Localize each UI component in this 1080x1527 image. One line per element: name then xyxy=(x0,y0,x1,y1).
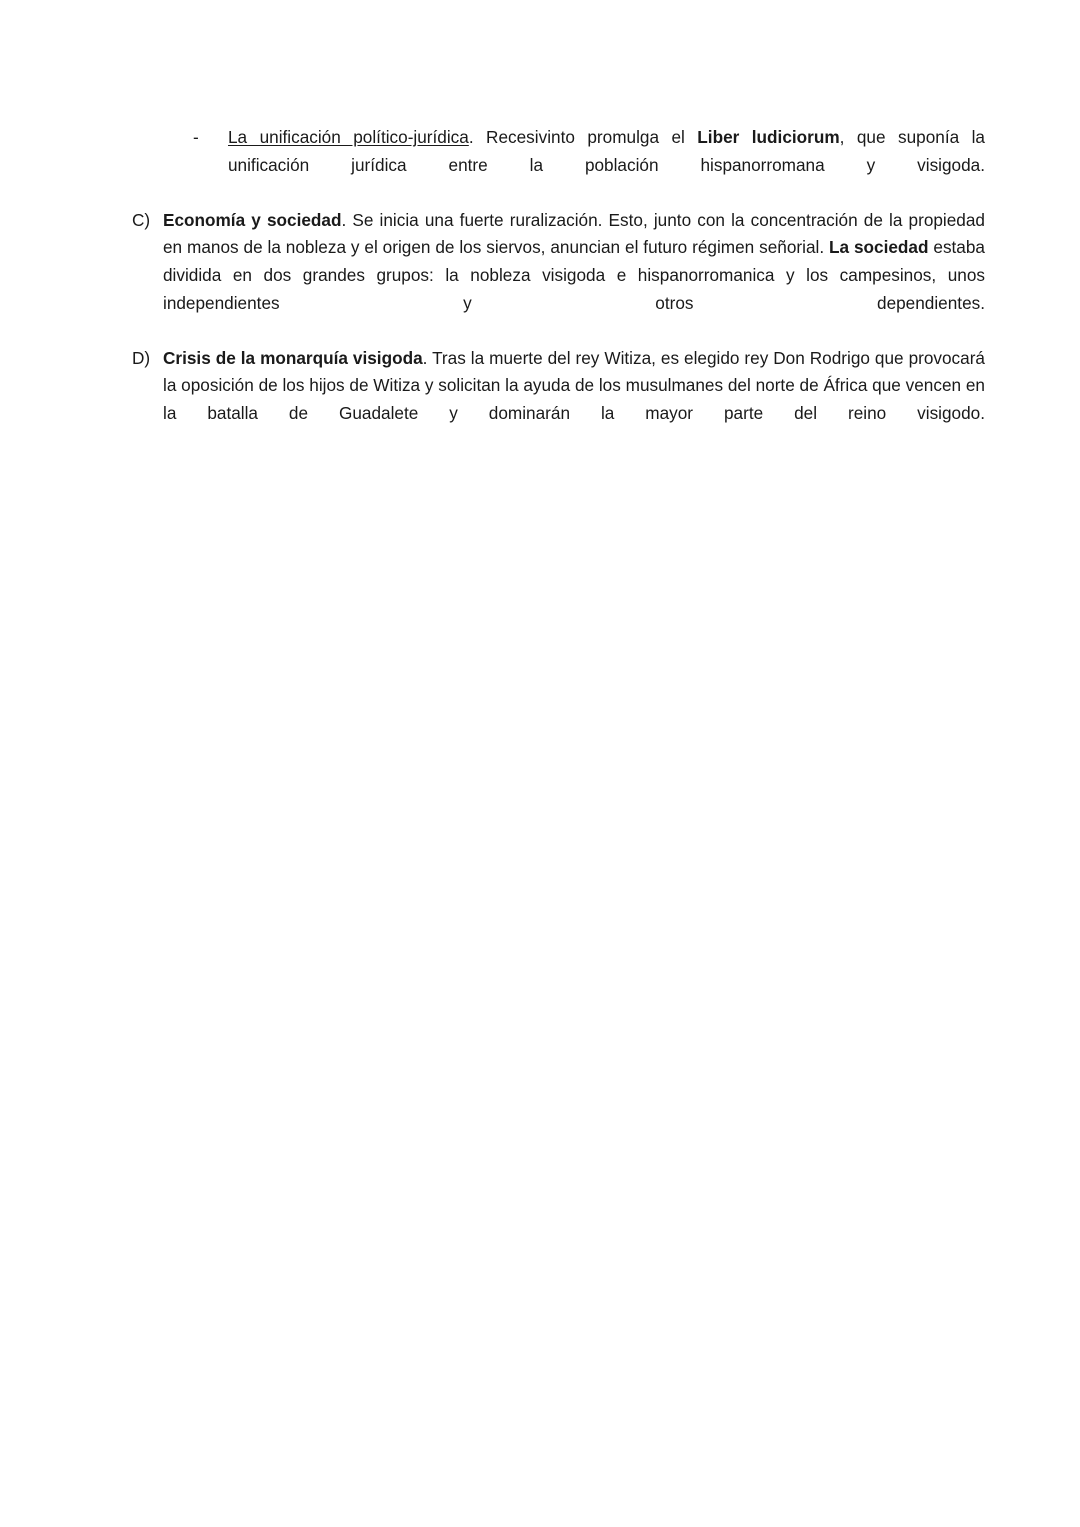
body-text: . Tras la muerte del rey Witiza, es elegido rey Don Rodrigo que provocará la oposición de los hijos de Witiza y solicitan la ayuda de los musulmanes del norte de África que vencen en la batalla de Guadalete y dominarán la mayor parte del reino visigodo. xyxy=(163,347,985,423)
body-text: , que suponía la unificación jurídica entre la población hispanorromana y visigoda. xyxy=(228,127,985,175)
dash-bullet-marker: - xyxy=(193,127,199,147)
list-marker-d: D) xyxy=(132,347,151,368)
underlined-lead-text: La unificación político-jurídica xyxy=(228,127,469,147)
document-body xyxy=(132,124,985,455)
bold-term-la-sociedad: La sociedad xyxy=(829,237,929,258)
body-text: estaba dividida en dos grandes grupos: la nobleza visigoda e hispanorromanica y los campesinos, unos independientes y otros dependientes. xyxy=(163,237,985,313)
body-text: . Recesivinto promulga el xyxy=(468,127,698,147)
list-marker-c: C) xyxy=(132,209,151,230)
list-item-d-crisis-monarquia-visigoda xyxy=(132,345,985,455)
body-text: . Se inicia una fuerte ruralización. Esto, junto con la concentración de la propiedad en manos de la nobleza y el origen de los siervos, anuncian el futuro régimen señorial. xyxy=(163,209,985,258)
bold-heading-economia-y-sociedad: Economía y sociedad xyxy=(163,209,342,230)
bold-heading-crisis-monarquia-visigoda: Crisis de la monarquía visigoda xyxy=(163,347,423,368)
list-item-dash-unificacion xyxy=(193,124,985,207)
bold-term-liber-ludiciorum: Liber ludiciorum xyxy=(697,127,840,147)
list-item-c-economia-y-sociedad xyxy=(132,207,985,345)
